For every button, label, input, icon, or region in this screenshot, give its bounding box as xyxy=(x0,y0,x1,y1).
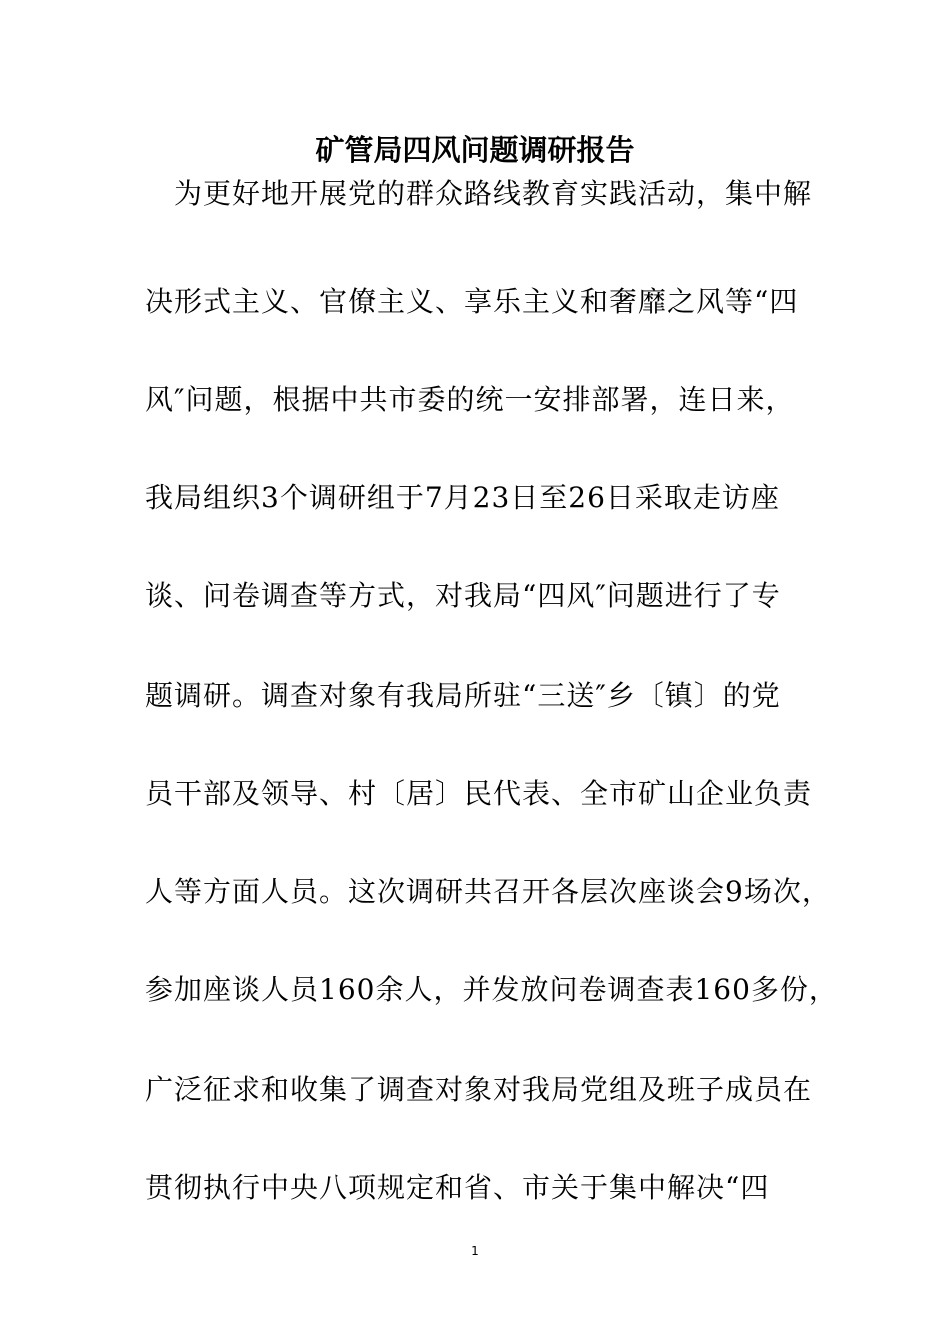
body-line: 谈、问卷调查等方式，对我局“四风″问题进行了专 xyxy=(145,579,781,612)
body-line: 我局组织3个调研组于7月23日至26日采取走访座 xyxy=(145,481,780,514)
body-line: 题调研。调查对象有我局所驻“三送″乡〔镇〕的党 xyxy=(145,679,781,712)
body-line: 人等方面人员。这次调研共召开各层次座谈会9场次， xyxy=(145,875,831,908)
body-line: 贯彻执行中央八项规定和省、市关于集中解决“四 xyxy=(145,1171,770,1204)
body-line: 风″问题，根据中共市委的统一安排部署，连日来， xyxy=(145,383,795,416)
body-line: 为更好地开展党的群众路线教育实践活动，集中解 xyxy=(145,177,813,210)
body-line: 广泛征求和收集了调查对象对我局党组及班子成员在 xyxy=(145,1073,813,1106)
body-line: 决形式主义、官僚主义、享乐主义和奢靡之风等“四 xyxy=(145,285,799,318)
page-title: 矿管局四风问题调研报告 xyxy=(315,133,635,167)
body-line: 参加座谈人员160余人，并发放问卷调查表160多份， xyxy=(145,973,838,1006)
body-line: 员干部及领导、村〔居〕民代表、全市矿山企业负责 xyxy=(145,777,813,810)
page-number: 1 xyxy=(471,1244,479,1258)
